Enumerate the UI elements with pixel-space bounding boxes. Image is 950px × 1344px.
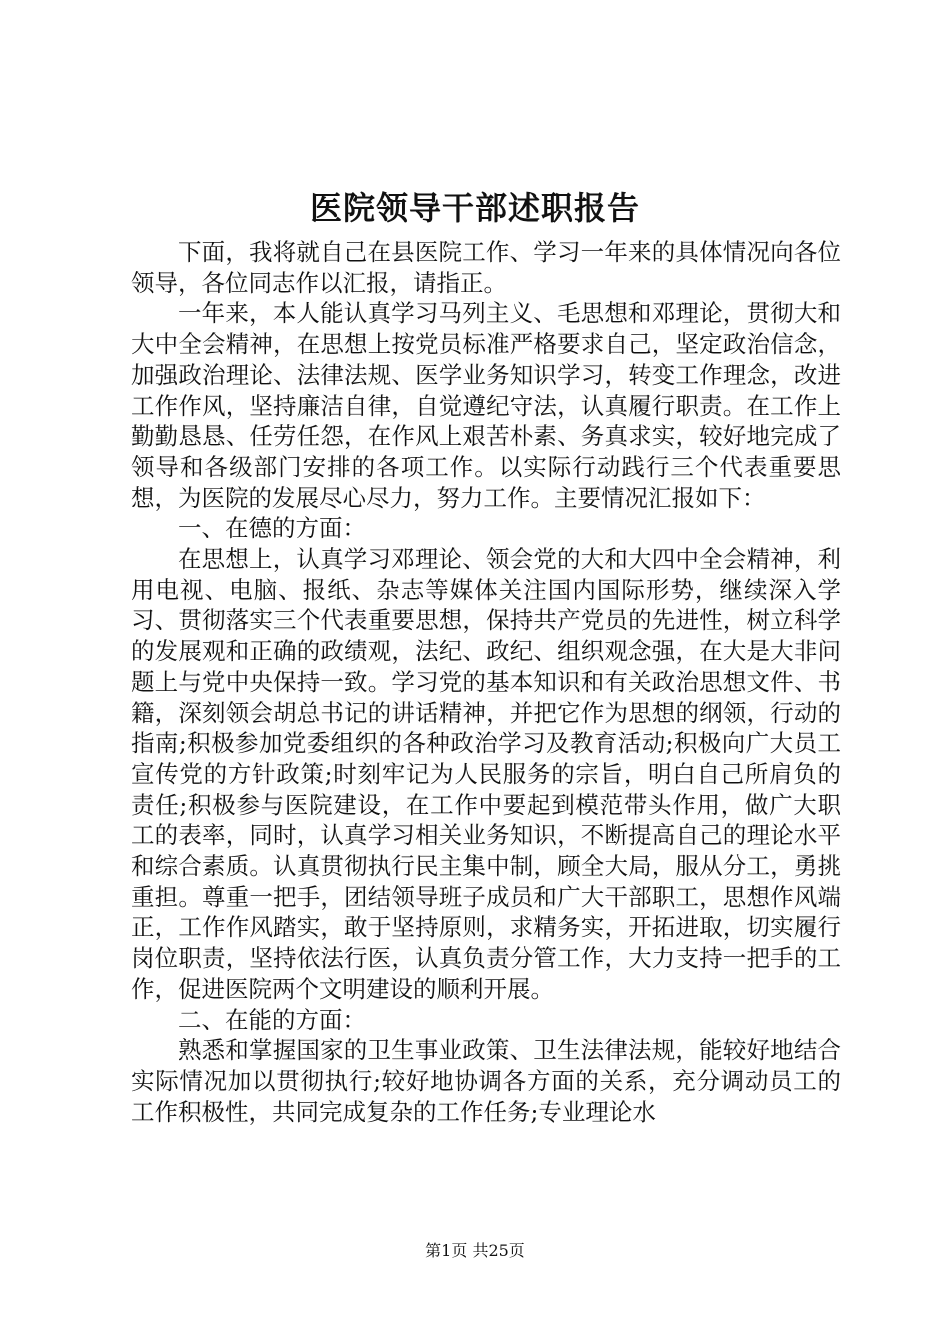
paragraph-overview: 一年来，本人能认真学习马列主义、毛思想和邓理论，贯彻大和大中全会精神，在思想上按党员标准严格要求自己，坚定政治信念，加强政治理论、法律法规、医学业务知识学习，转变工作理念，改进工作作风，坚持廉洁自律，自觉遵纪守法，认真履行职责。在工作上勤勤恳恳、任劳任怨，在作风上艰苦朴素、务真求实，较好地完成了领导和各级部门安排的各项工作。以实际行动践行三个代表重要思想，为医院的发展尽心尽力，努力工作。主要情况汇报如下： (131, 299, 841, 512)
section-heading-morality: 一、在德的方面： (178, 514, 366, 543)
paragraph-morality: 在思想上，认真学习邓理论、领会党的大和大四中全会精神，利用电视、电脑、报纸、杂志等媒体关注国内国际形势，继续深入学习、贯彻落实三个代表重要思想，保持共产党员的先进性，树立科学的发展观和正确的政绩观，法纪、政纪、组织观念强，在大是大非问题上与党中央保持一致。学习党的基本知识和有关政治思想文件、书籍，深刻领会胡总书记的讲话精神，并把它作为思想的纲领，行动的指南;积极参加党委组织的各种政治学习及教育活动;积极向广大员工宣传党的方针政策;时刻牢记为人民服务的宗旨，明白自己所肩负的责任;积极参与医院建设，在工作中要起到模范带头作用，做广大职工的表率，同时，认真学习相关业务知识，不断提高自己的理论水平和综合素质。认真贯彻执行民主集中制，顾全大局，服从分工，勇挑重担。尊重一把手，团结领导班子成员和广大干部职工，思想作风端正，工作作风踏实，敢于坚持原则，求精务实，开拓进取，切实履行岗位职责，坚持依法行医，认真负责分管工作，大力支持一把手的工作，促进医院两个文明建设的顺利开展。 (131, 545, 841, 1003)
document-title: 医院领导干部述职报告 (309, 189, 640, 227)
section-heading-ability: 二、在能的方面： (178, 1005, 366, 1034)
paragraph-intro: 下面，我将就自己在县医院工作、学习一年来的具体情况向各位领导，各位同志作以汇报，请指正。 (131, 238, 841, 297)
paragraph-ability: 熟悉和掌握国家的卫生事业政策、卫生法律法规，能较好地结合实际情况加以贯彻执行;较好地协调各方面的关系，充分调动员工的工作积极性，共同完成复杂的工作任务;专业理论水 (131, 1036, 841, 1126)
page-number: 第1页 共25页 (425, 1241, 525, 1260)
document-body (131, 237, 841, 1127)
